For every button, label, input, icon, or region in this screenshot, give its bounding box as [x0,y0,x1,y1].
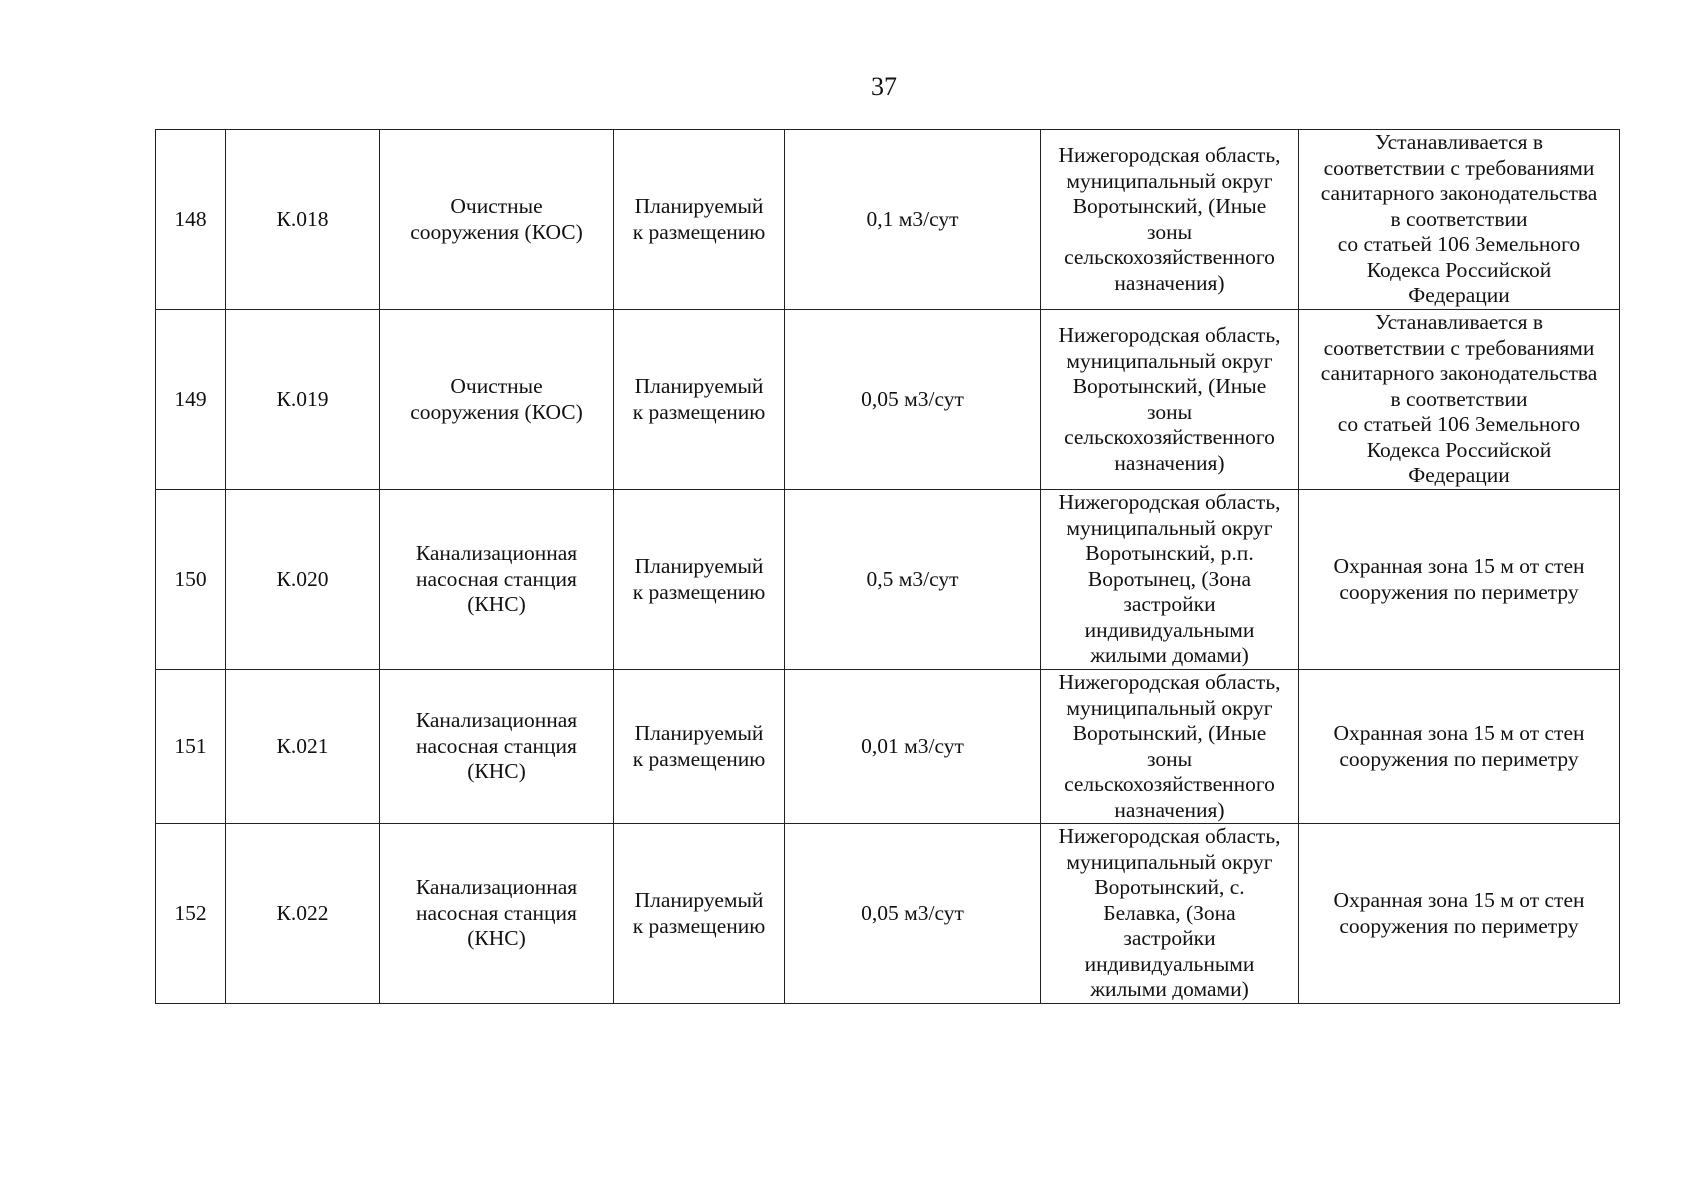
object-location: Нижегородская область, муниципальный округ Воротынский, (Иные зоны сельскохозяйственного назначения) [1058,323,1281,475]
object-name-cell [380,670,614,824]
row-number: 148 [174,206,207,231]
row-number-cell [156,670,226,824]
object-code-cell [226,310,380,490]
object-name-cell [380,130,614,310]
protection-zone: Устанавливается в соответствии с требованиями санитарного законодательства в соответствии со статьей 106 Земельного Кодекса Российской Федерации [1320,130,1598,308]
object-code: К.022 [276,900,329,925]
object-location-cell [1041,490,1299,670]
object-code-cell [226,824,380,1004]
table-row [156,670,1620,824]
object-status: Планируемый к размещению [632,721,766,771]
object-location-cell [1041,824,1299,1004]
object-capacity: 0,5 м3/сут [866,566,959,591]
row-number-cell [156,130,226,310]
row-number: 150 [174,566,207,591]
object-code: К.020 [276,566,329,591]
protection-zone-cell [1299,670,1620,824]
objects-table [155,129,1620,1004]
object-status: Планируемый к размещению [632,554,766,604]
object-capacity: 0,05 м3/сут [861,386,964,411]
object-capacity-cell [785,824,1041,1004]
row-number-cell [156,824,226,1004]
object-capacity-cell [785,130,1041,310]
object-capacity: 0,05 м3/сут [861,900,964,925]
object-location: Нижегородская область, муниципальный округ Воротынский, (Иные зоны сельскохозяйственного назначения) [1058,670,1281,822]
row-number-cell [156,490,226,670]
object-code-cell [226,490,380,670]
protection-zone-cell [1299,824,1620,1004]
object-code-cell [226,670,380,824]
object-name: Канализационная насосная станция (КНС) [415,541,578,617]
object-location: Нижегородская область, муниципальный округ Воротынский, с. Белавка, (Зона застройки индивидуальными жилыми домами) [1058,824,1281,1002]
object-location-cell [1041,670,1299,824]
protection-zone-cell [1299,490,1620,670]
protection-zone: Охранная зона 15 м от стен сооружения по периметру [1333,721,1585,771]
object-code: К.021 [276,733,329,758]
object-location-cell [1041,130,1299,310]
object-capacity-cell [785,670,1041,824]
protection-zone-cell [1299,130,1620,310]
object-capacity: 0,01 м3/сут [861,733,964,758]
object-name-cell [380,824,614,1004]
protection-zone: Устанавливается в соответствии с требованиями санитарного законодательства в соответствии со статьей 106 Земельного Кодекса Российской Федерации [1320,310,1598,488]
object-code: К.018 [276,206,329,231]
object-capacity-cell [785,310,1041,490]
object-name-cell [380,490,614,670]
object-code: К.019 [276,386,329,411]
object-status-cell [614,824,785,1004]
table-row [156,130,1620,310]
object-name: Канализационная насосная станция (КНС) [415,708,578,784]
object-status-cell [614,490,785,670]
object-status-cell [614,310,785,490]
protection-zone-cell [1299,310,1620,490]
page-number: 37 [871,72,897,101]
row-number: 152 [174,900,207,925]
object-name: Очистные сооружения (КОС) [410,194,583,244]
table-row [156,490,1620,670]
object-location-cell [1041,310,1299,490]
object-name-cell [380,310,614,490]
object-location: Нижегородская область, муниципальный округ Воротынский, р.п. Воротынец, (Зона застройки индивидуальными жилыми домами) [1058,490,1281,668]
row-number-cell [156,310,226,490]
object-status-cell [614,130,785,310]
table-row [156,824,1620,1004]
object-status: Планируемый к размещению [632,374,766,424]
protection-zone: Охранная зона 15 м от стен сооружения по периметру [1333,554,1585,604]
row-number: 149 [174,386,207,411]
object-status: Планируемый к размещению [632,194,766,244]
object-status-cell [614,670,785,824]
object-location: Нижегородская область, муниципальный округ Воротынский, (Иные зоны сельскохозяйственного назначения) [1058,143,1281,295]
table-row [156,310,1620,490]
row-number: 151 [174,733,207,758]
object-name: Очистные сооружения (КОС) [410,374,583,424]
protection-zone: Охранная зона 15 м от стен сооружения по периметру [1333,888,1585,938]
object-capacity-cell [785,490,1041,670]
object-name: Канализационная насосная станция (КНС) [415,875,578,951]
object-code-cell [226,130,380,310]
object-capacity: 0,1 м3/сут [866,206,959,231]
object-status: Планируемый к размещению [632,888,766,938]
